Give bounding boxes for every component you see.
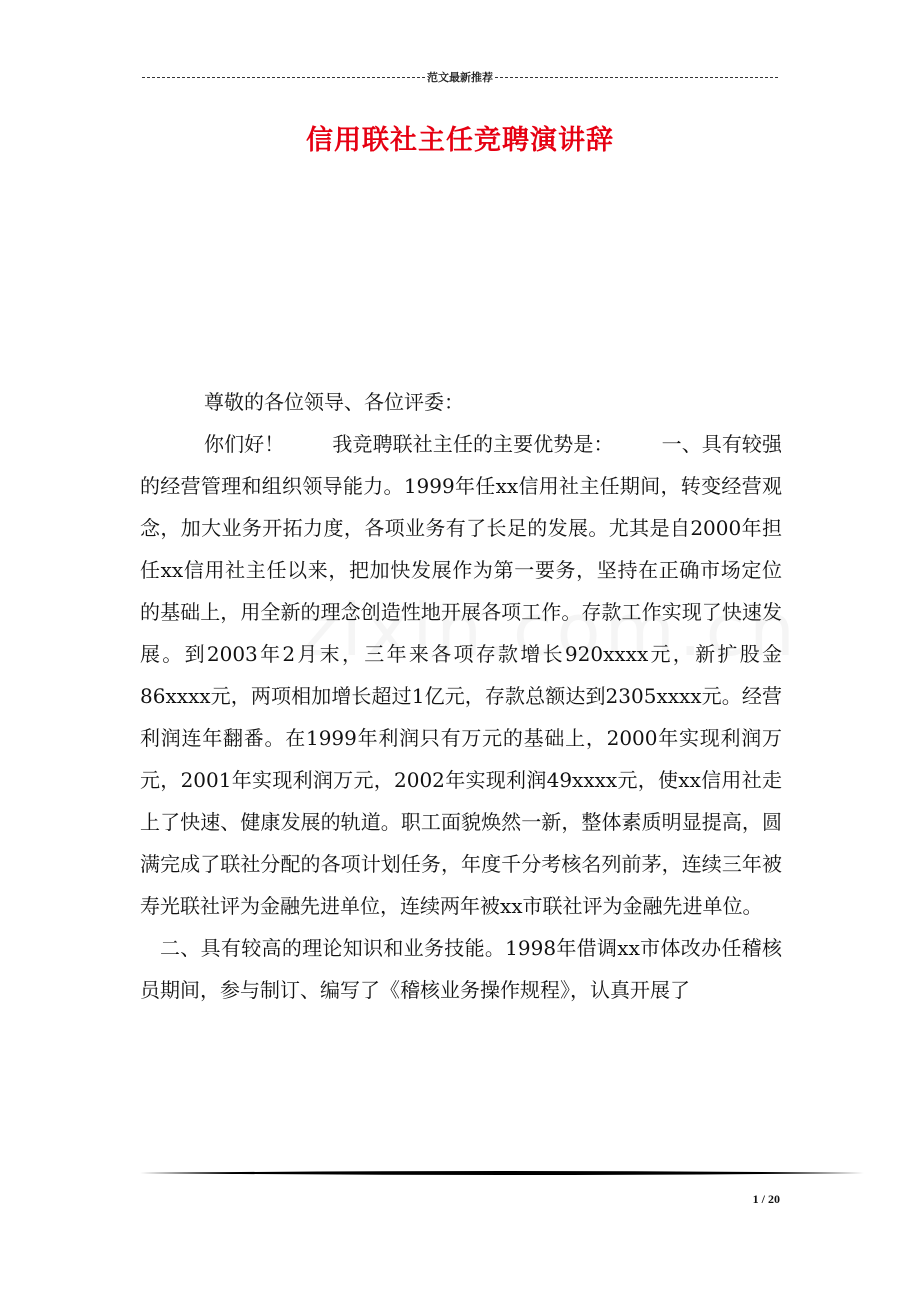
header-label: 范文最新推荐	[427, 71, 493, 84]
paragraph-2: 二、具有较高的理论知识和业务技能。1998年借调xx市体改办任稽核员期间，参与制订、编写了《稽核业务操作规程》，认真开展了	[140, 936, 782, 1002]
footer-divider	[140, 1170, 864, 1176]
document-title: 信用联社主任竞聘演讲辞	[306, 125, 614, 156]
header-dash-right	[495, 77, 778, 78]
document-body	[140, 381, 782, 1011]
paragraph-1	[140, 423, 782, 927]
greeting-paragraph: 尊敬的各位领导、各位评委：	[204, 390, 464, 414]
advantage-one-text: 一、具有较强的经营管理和组织领导能力。1999年任xx信用社主任期间，转变经营观念，加大业务开拓力度，各项业务有了长足的发展。尤其是自2000年担任xx信用社主任以来，把加快发展作为第一要务，坚持在正确市场定位的基础上，用全新的理念创造性地开展各项工作。存款工作实现了快速发展。到2003年2月末，三年来各项存款增长920xxxx元，新扩股金86xxxx元，两项相加增长超过1亿元，存款总额达到2305xxxx元。经营利润连年翻番。在1999年利润只有万元的基础上，2000年实现利润万元，2001年实现利润万元，2002年实现利润49xxxx元，使xx信用社走上了快速、健康发展的轨道。职工面貌焕然一新，整体素质明显提高，圆满完成了联社分配的各项计划任务，年度千分考核名列前茅，连续三年被寿光联社评为金融先进单位，连续两年被xx市联社评为金融先进单位。	[140, 432, 783, 918]
page-number: 1 / 20	[752, 1192, 780, 1206]
page-header	[140, 68, 780, 86]
header-dash-left	[142, 77, 425, 78]
salutation-text: 你们好！	[204, 432, 285, 456]
advantages-intro-text: 我竞聘联社主任的主要优势是：	[332, 432, 614, 456]
